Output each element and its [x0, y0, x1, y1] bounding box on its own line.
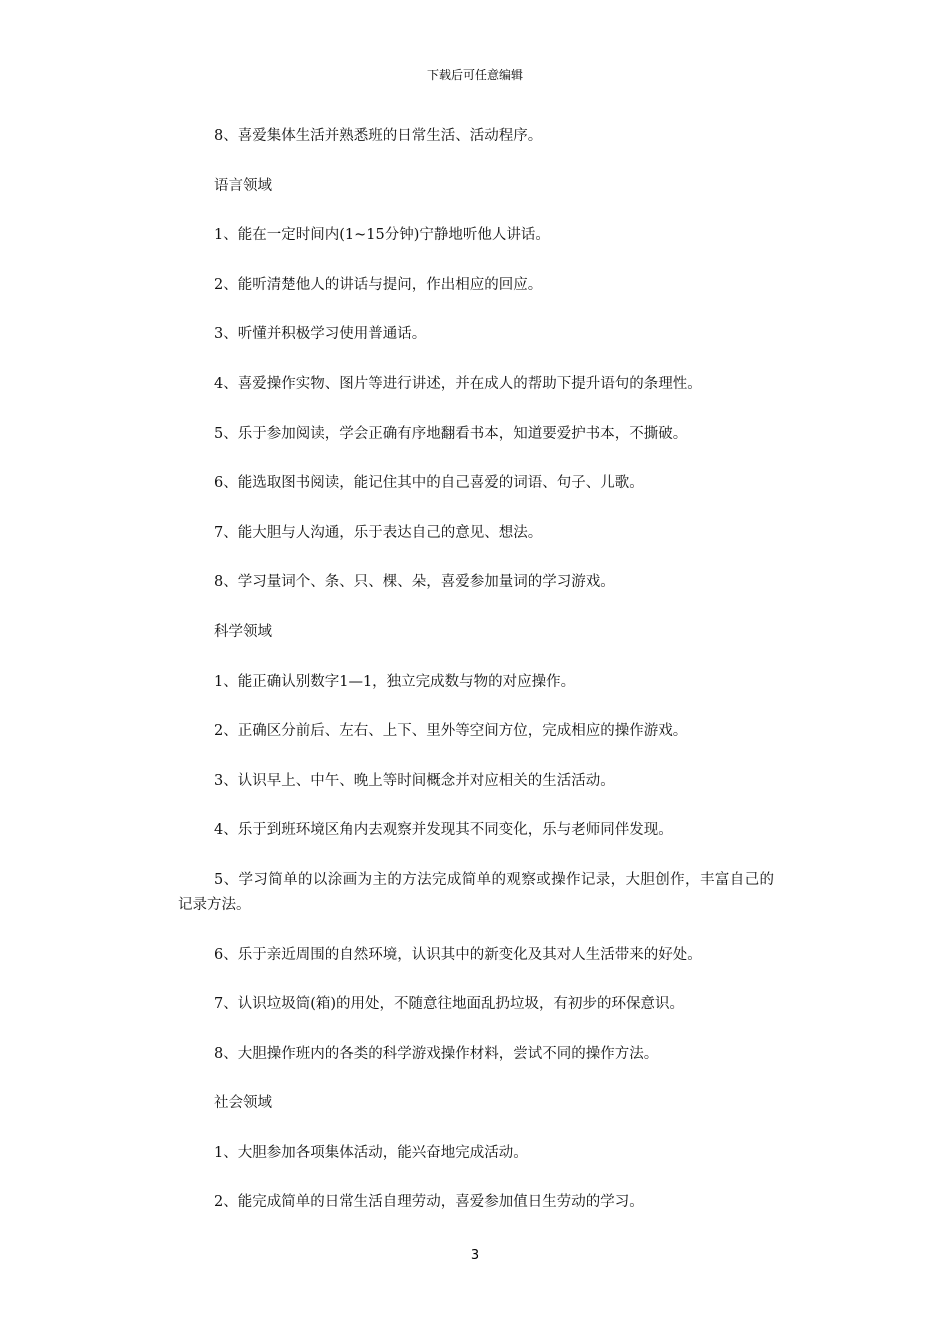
paragraph: 5、学习简单的以涂画为主的方法完成简单的观察或操作记录，大胆创作，丰富自己的记录方法。: [178, 871, 774, 913]
page-number: 3: [470, 1248, 480, 1263]
paragraph: 3、认识早上、中午、晚上等时间概念并对应相关的生活活动。: [214, 772, 615, 789]
paragraph: 2、能完成简单的日常生活自理劳动，喜爱参加值日生劳动的学习。: [214, 1194, 644, 1211]
document-body: [178, 124, 778, 1240]
section-heading-society: 社会领域: [214, 1095, 272, 1112]
paragraph: 4、喜爱操作实物、图片等进行讲述，并在成人的帮助下提升语句的条理性。: [214, 375, 702, 392]
paragraph: 8、大胆操作班内的各类的科学游戏操作材料，尝试不同的操作方法。: [214, 1045, 659, 1062]
paragraph: 7、能大胆与人沟通，乐于表达自己的意见、想法。: [214, 524, 543, 541]
section-heading-science: 科学领域: [214, 623, 272, 640]
paragraph: 8、喜爱集体生活并熟悉班的日常生活、活动程序。: [214, 128, 543, 144]
paragraph: 6、能选取图书阅读，能记住其中的自己喜爱的词语、句子、儿歌。: [214, 475, 644, 492]
page-header: 下载后可任意编辑: [426, 68, 523, 82]
paragraph: 8、学习量词个、条、只、棵、朵，喜爱参加量词的学习游戏。: [214, 574, 615, 591]
section-heading-language: 语言领域: [214, 177, 272, 194]
paragraph: 3、听懂并积极学习使用普通话。: [214, 326, 427, 343]
paragraph: 1、能在一定时间内(1~15分钟)宁静地听他人讲话。: [214, 227, 550, 244]
paragraph: 1、能正确认别数字1—1，独立完成数与物的对应操作。: [214, 673, 576, 690]
paragraph: 2、正确区分前后、左右、上下、里外等空间方位，完成相应的操作游戏。: [214, 723, 688, 740]
paragraph: 1、大胆参加各项集体活动，能兴奋地完成活动。: [214, 1144, 528, 1161]
paragraph: 6、乐于亲近周围的自然环境，认识其中的新变化及其对人生活带来的好处。: [214, 946, 702, 963]
paragraph: 7、认识垃圾筒(箱)的用处，不随意往地面乱扔垃圾，有初步的环保意识。: [214, 996, 685, 1013]
paragraph: 4、乐于到班环境区角内去观察并发现其不同变化，乐与老师同伴发现。: [214, 822, 673, 839]
paragraph: 5、乐于参加阅读，学会正确有序地翻看书本，知道要爱护书本，不撕破。: [214, 425, 688, 442]
paragraph: 2、能听清楚他人的讲话与提问，作出相应的回应。: [214, 276, 543, 293]
